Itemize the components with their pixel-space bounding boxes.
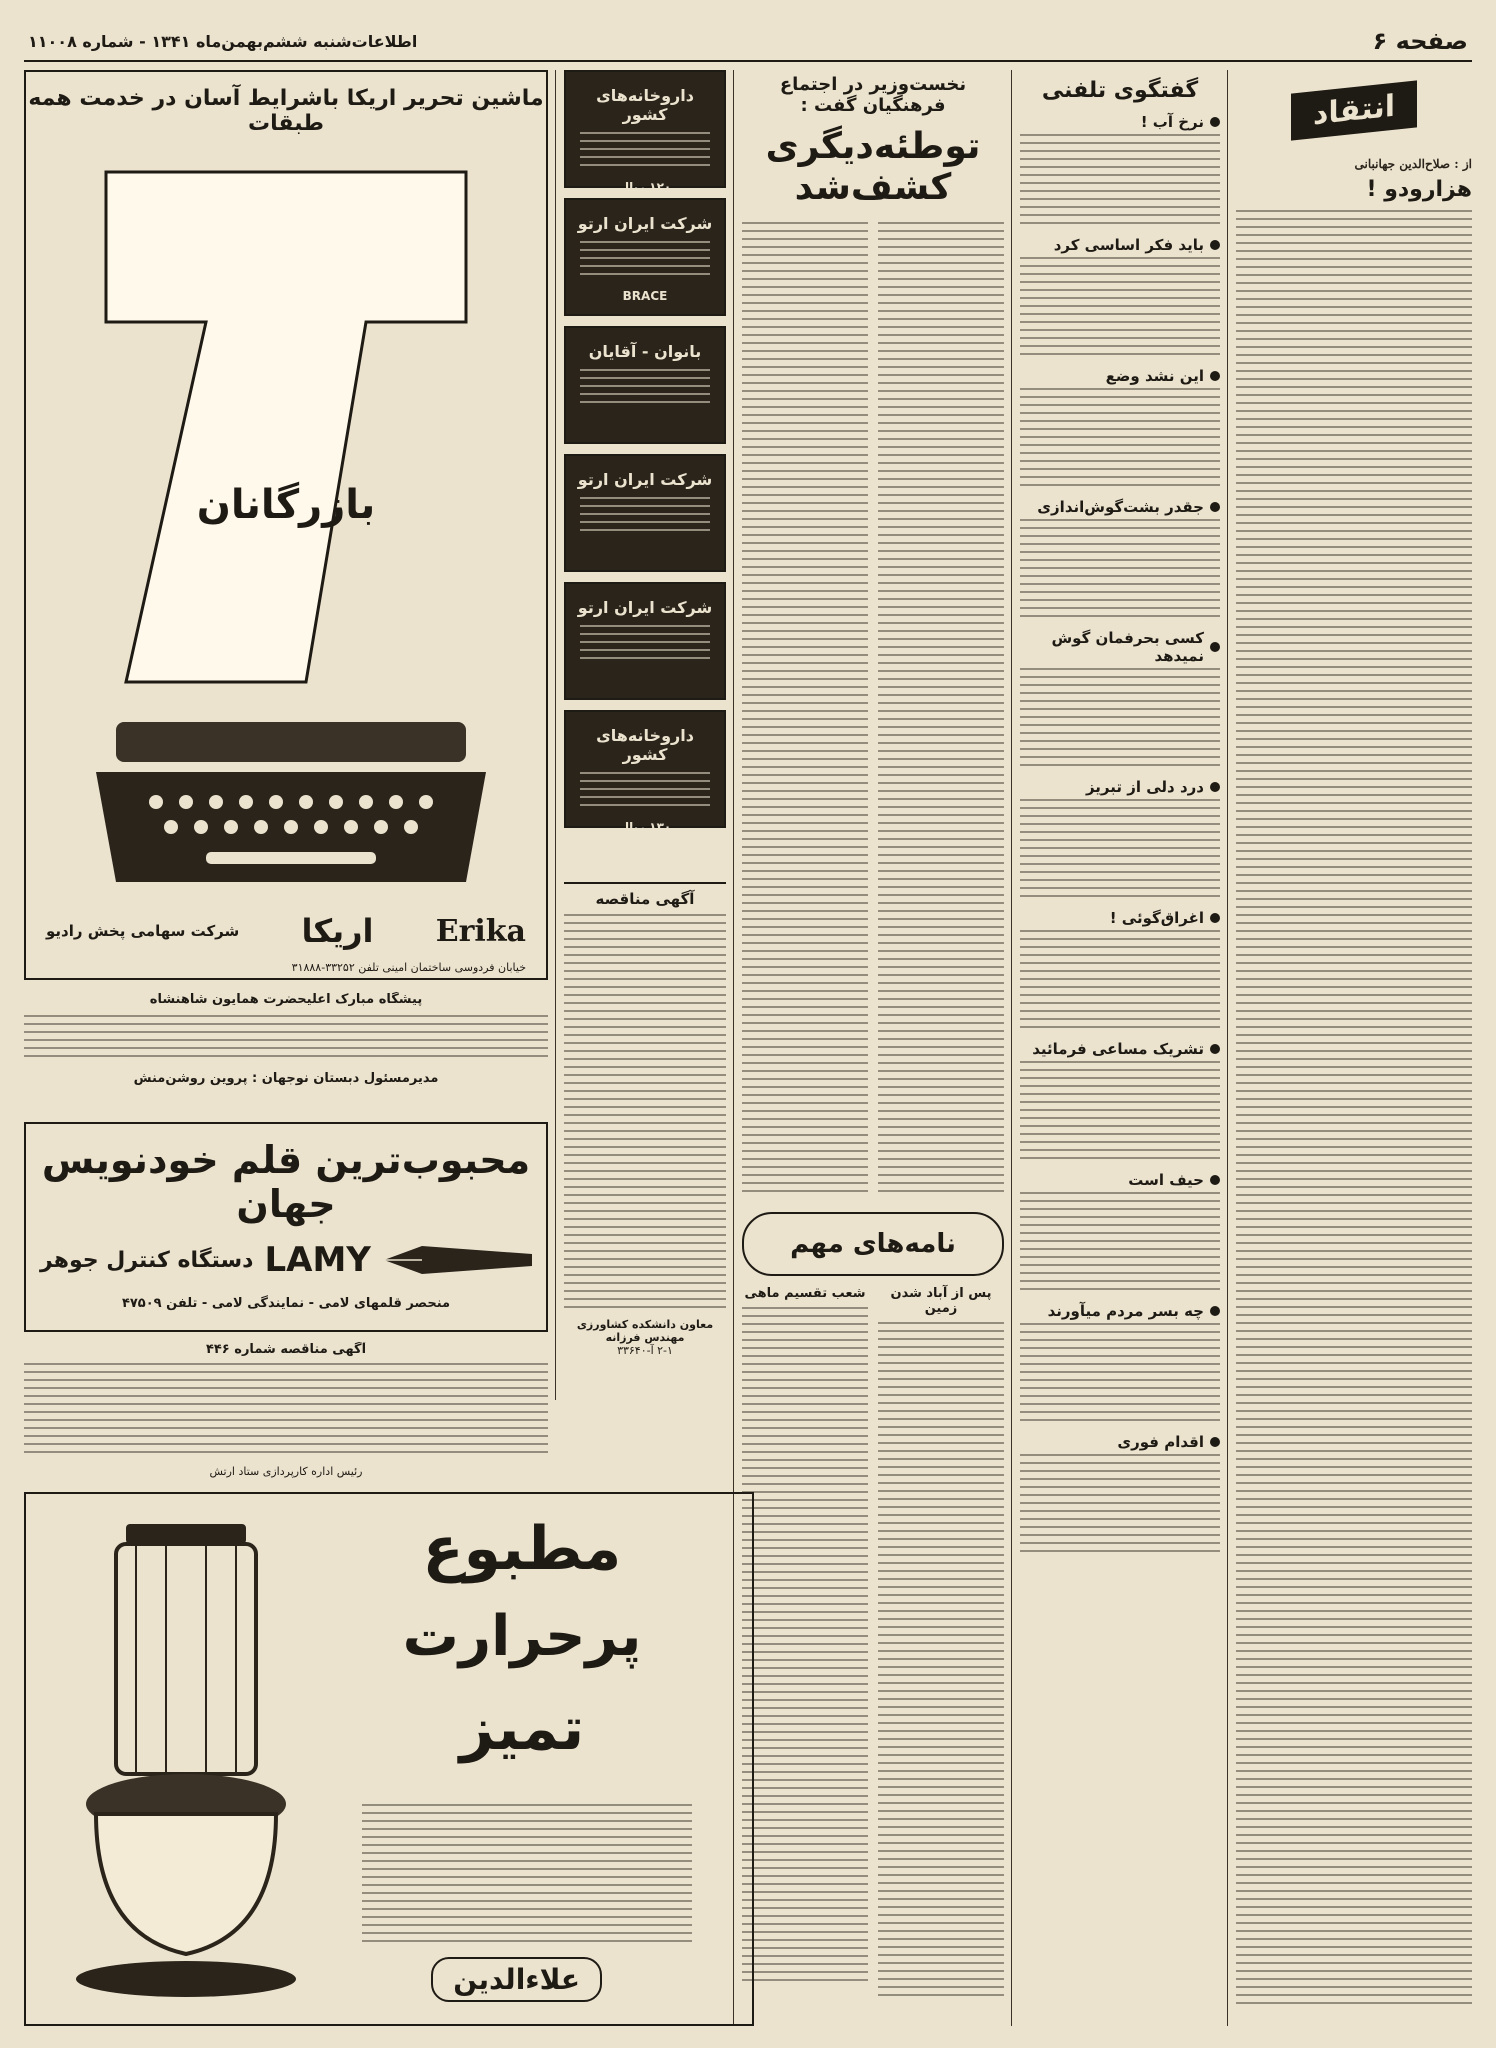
phone-talk-item-label: نرخ آب ! bbox=[1140, 113, 1204, 131]
phone-talk-item-title bbox=[1020, 778, 1220, 796]
small-ad-body bbox=[580, 241, 710, 281]
phone-talk-item-title bbox=[1020, 1171, 1220, 1189]
column-divider bbox=[1011, 70, 1012, 2026]
letter-body bbox=[742, 1307, 868, 1987]
phone-talk-item bbox=[1020, 113, 1220, 230]
aladdin-line2: پرحرارت bbox=[402, 1604, 642, 1669]
phone-talk-title: گفتگوی تلفنی bbox=[1041, 78, 1199, 103]
phone-talk-item bbox=[1020, 629, 1220, 772]
tender446-body bbox=[24, 1363, 548, 1459]
bullet-icon bbox=[1210, 502, 1220, 512]
column-divider bbox=[555, 70, 556, 1400]
erika-dealer: شرکت سهامی پخش رادیو bbox=[46, 922, 240, 940]
bullet-icon bbox=[1210, 1175, 1220, 1185]
lead-body-col-b bbox=[742, 222, 868, 1196]
phone-talk-item-label: جقدر بشت‌گوش‌اندازی bbox=[1037, 498, 1204, 516]
phone-talk-item-title bbox=[1020, 236, 1220, 254]
heater-icon bbox=[56, 1514, 316, 2004]
phone-talk-item-label: درد دلی از تبریز bbox=[1085, 778, 1204, 796]
erika-brand-fa: اریکا bbox=[301, 912, 374, 950]
small-ad-body bbox=[580, 369, 710, 409]
tender-notice bbox=[564, 882, 726, 1382]
phone-talk-item bbox=[1020, 236, 1220, 361]
phone-talk-item-body bbox=[1020, 1323, 1220, 1427]
phone-talk-item-body bbox=[1020, 930, 1220, 1034]
proposal-notice bbox=[24, 992, 548, 1102]
phone-talk-item-body bbox=[1020, 388, 1220, 492]
bullet-icon bbox=[1210, 240, 1220, 250]
critique-body bbox=[1236, 210, 1472, 2010]
small-ad-title: داروخانه‌های کشور bbox=[596, 86, 694, 124]
lead-kicker: نخست‌وزیر در اجتماع فرهنگیان گفت : bbox=[779, 74, 967, 116]
small-ad-title: شرکت ایران ارتو bbox=[577, 470, 713, 489]
phone-talk-item-label: باید فکر اساسی کرد bbox=[1053, 236, 1204, 254]
phone-talk-item-label: تشریک مساعی فرمائید bbox=[1032, 1040, 1204, 1058]
aladdin-line1: مطبوع bbox=[422, 1514, 622, 1584]
small-ad bbox=[564, 70, 726, 194]
bullet-icon bbox=[1210, 371, 1220, 381]
lamy-headline: محبوب‌ترین قلم خودنویس جهان bbox=[41, 1138, 531, 1226]
letters-section bbox=[742, 1212, 1004, 2026]
small-ad-sub: BRACE bbox=[622, 289, 668, 303]
critique-title: هزارودو ! bbox=[1366, 176, 1472, 202]
lamy-brand: LAMY bbox=[264, 1240, 371, 1280]
phone-talk-item bbox=[1020, 1040, 1220, 1165]
bullet-icon bbox=[1210, 913, 1220, 923]
small-ad-body bbox=[580, 772, 710, 812]
phone-talk-item-body bbox=[1020, 1061, 1220, 1165]
critique-column bbox=[1236, 70, 1472, 2026]
phone-talk-item-body bbox=[1020, 519, 1220, 623]
tender-446 bbox=[24, 1342, 548, 1482]
phone-talk-item-label: چه بسر مردم میآورند bbox=[1047, 1302, 1204, 1320]
phone-talk-item-body bbox=[1020, 134, 1220, 230]
phone-talk-item-title bbox=[1020, 629, 1220, 665]
proposal-body bbox=[24, 1015, 548, 1063]
small-ad-title: بانوان - آقایان bbox=[588, 342, 702, 361]
aladdin-brand: علاءالدین bbox=[431, 1957, 602, 2002]
tender446-title: آگهی مناقصه شماره ۴۴۶ bbox=[205, 1342, 367, 1357]
bullet-icon bbox=[1210, 642, 1220, 652]
small-ad-body bbox=[580, 497, 710, 537]
small-ad-body bbox=[580, 625, 710, 665]
phone-talk-item bbox=[1020, 498, 1220, 623]
lead-headline: توطئه‌دیگری کشف‌شد bbox=[765, 126, 981, 208]
erika-footer bbox=[46, 912, 526, 950]
phone-talk-item bbox=[1020, 1302, 1220, 1427]
letter-title: پس از آباد شدن زمین bbox=[890, 1286, 992, 1316]
phone-talk-item-title bbox=[1020, 1040, 1220, 1058]
lamy-ad bbox=[24, 1122, 548, 1332]
critique-logo: انتقاد bbox=[1236, 70, 1472, 150]
bullet-icon bbox=[1210, 782, 1220, 792]
aladdin-line3: تمیز bbox=[459, 1694, 585, 1764]
small-ad bbox=[564, 454, 726, 572]
phone-talk-items bbox=[1020, 113, 1220, 1558]
aladdin-copy bbox=[362, 1804, 692, 1944]
small-ad bbox=[564, 326, 726, 444]
small-ad-title: شرکت ایران ارتو bbox=[577, 214, 713, 233]
phone-talk-item bbox=[1020, 1171, 1220, 1296]
small-ad-body bbox=[580, 132, 710, 172]
phone-talk-item bbox=[1020, 1433, 1220, 1558]
small-ad bbox=[564, 710, 726, 834]
phone-talk-item-body bbox=[1020, 1192, 1220, 1296]
tender-title: آگهی مناقصه bbox=[564, 882, 726, 908]
phone-talk-item-title bbox=[1020, 113, 1220, 131]
phone-talk-item-body bbox=[1020, 668, 1220, 772]
dateline: اطلاعات‌شنبه ششم‌بهمن‌ماه ۱۳۴۱ - شماره ۱۱۰۰۸ bbox=[28, 31, 418, 51]
phone-talk-item bbox=[1020, 367, 1220, 492]
phone-talk-item-title bbox=[1020, 367, 1220, 385]
erika-figure-7-graphic bbox=[66, 142, 506, 702]
tender446-footer: رئیس اداره کارپردازی ستاد ارتش bbox=[209, 1465, 363, 1478]
phone-talk-item-body bbox=[1020, 799, 1220, 903]
letter-title: شعب تقسیم ماهی bbox=[744, 1286, 866, 1301]
small-ad bbox=[564, 198, 726, 316]
small-ad-title: داروخانه‌های کشور bbox=[596, 726, 694, 764]
erika-slogan: ماشین تحریر اریکا باشرایط آسان در خدمت همه طبقات bbox=[28, 86, 544, 136]
page-number: صفحه ۶ bbox=[1372, 27, 1468, 55]
erika-ad bbox=[24, 70, 548, 980]
letters-banner: نامه‌های مهم bbox=[742, 1212, 1004, 1276]
phone-talk-item-label: این نشد وضع bbox=[1105, 367, 1204, 385]
phone-talk-item-body bbox=[1020, 257, 1220, 361]
small-ads-list bbox=[564, 70, 726, 834]
small-ad bbox=[564, 582, 726, 700]
lamy-tag: دستگاه کنترل جوهر bbox=[40, 1247, 254, 1273]
fountain-pen-icon bbox=[382, 1240, 532, 1280]
phone-talk-item-title bbox=[1020, 909, 1220, 927]
small-ad-sub: ۱۳۰ ریال bbox=[618, 820, 672, 834]
tender-code: ۲-۱ آ-۳۳۶۴۰ bbox=[617, 1344, 673, 1357]
page-header bbox=[24, 22, 1472, 62]
letter-body bbox=[878, 1322, 1004, 2002]
proposal-title: پیشگاه مبارک اعلیحضرت همایون شاهنشاه bbox=[149, 992, 423, 1007]
small-ad-sub: ۱۲۰ ریال bbox=[618, 180, 672, 194]
proposal-signature: مدیرمسئول دبستان نوجهان : پروین روشن‌منش bbox=[133, 1071, 439, 1086]
erika-address: خیابان فردوسی ساختمان امینی تلفن ۳۳۲۵۲-۳۱۸۸۸ bbox=[291, 961, 526, 974]
phone-talk-item-label: حیف است bbox=[1128, 1171, 1204, 1189]
small-ads-column bbox=[564, 70, 726, 870]
lamy-footer: منحصر قلمهای لامی - نمایندگی لامی - تلفن ۴۷۵۰۹ bbox=[121, 1296, 451, 1311]
phone-talk-item-label: اقدام فوری bbox=[1117, 1433, 1204, 1451]
phone-talk-item-title bbox=[1020, 498, 1220, 516]
newspaper-page bbox=[24, 22, 1472, 2026]
bullet-icon bbox=[1210, 1306, 1220, 1316]
erika-merchants: بازرگانان bbox=[196, 482, 376, 528]
phone-talk-column bbox=[1020, 70, 1220, 2026]
phone-talk-item-title bbox=[1020, 1302, 1220, 1320]
column-divider bbox=[1227, 70, 1228, 2026]
phone-talk-item bbox=[1020, 778, 1220, 903]
bullet-icon bbox=[1210, 117, 1220, 127]
phone-talk-item-body bbox=[1020, 1454, 1220, 1558]
phone-talk-item-label: کسی بحرفمان گوش نمیدهد bbox=[1051, 629, 1204, 665]
tender-signature: معاون دانشکده کشاورزی مهندس فرزانه bbox=[576, 1318, 714, 1344]
typewriter-icon bbox=[76, 712, 506, 902]
tender-body bbox=[564, 914, 726, 1314]
lead-story bbox=[742, 70, 1004, 1196]
lead-body-col-a bbox=[878, 222, 1004, 1196]
aladdin-ad bbox=[24, 1492, 754, 2026]
phone-talk-item bbox=[1020, 909, 1220, 1034]
bullet-icon bbox=[1210, 1437, 1220, 1447]
bullet-icon bbox=[1210, 1044, 1220, 1054]
erika-brand-en: Erika bbox=[435, 913, 526, 949]
critique-author: از : صلاح‌الدین جهانبانی bbox=[1354, 157, 1472, 171]
phone-talk-item-title bbox=[1020, 1433, 1220, 1451]
phone-talk-item-label: اغراق‌گوئی ! bbox=[1109, 909, 1204, 927]
small-ad-title: شرکت ایران ارتو bbox=[577, 598, 713, 617]
